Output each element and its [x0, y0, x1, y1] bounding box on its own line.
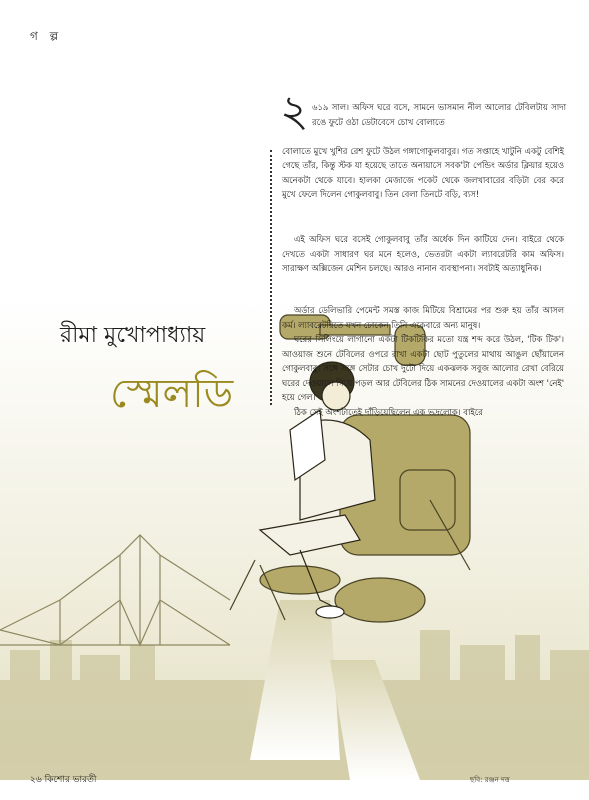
paragraph-5: ঠিক সেই অংশটাতেই দাঁড়িয়েছিলেন এক ভদ্রলোক। বাইরে	[294, 407, 483, 417]
paragraph-1: ৬১৯ সাল। অফিস ঘরে বসে, সামনে ভাসমান নীল আলোর টেবিলটায় সাদা রঙে ফুটে ওঠা ডেটাবেসে চোখ বোলাতে	[312, 102, 566, 127]
drop-cap: ২	[280, 86, 309, 137]
author-name: রীমা মুখোপাধ্যায়	[60, 323, 206, 348]
story-body	[270, 86, 570, 417]
paragraph-1-continued: বোলাতে মুখে খুশির রেশ ফুটে উঠল গঙ্গাগোকুলবাবুর। গত সপ্তাহে খাটুনি একটু বেশিই গেছে তাঁর, কিন্তু স্টক যা হয়েছে তাতে অনায়াসে সবক'টা পেন্ডিং অর্ডার ক্লিয়ার হয়েও অনেকটা থেকে যাবে। হালকা মেজাজে পকেট থেকে জলখাবারের বড়িটা বের করে মুখে ফেলে দিলেন গোকুলবাবু। তিন বেলা তিনটে বড়ি, ব্যস!	[282, 145, 564, 199]
story-title: স্মেলডি	[110, 371, 234, 417]
paragraph-4: ঘরের সিলিংয়ে লাগানো একটা টিকটিকির মতো যন্ত্র শব্দ করে উঠল, 'টিক টিক'। আওয়াজ শুনে টেবিলের ওপরে রাখা একটা ছোট পুতুলের মাথায় আঙুল ছোঁয়ালেন গোকুলবাবু। সঙ্গে সঙ্গে সেটার চোখ দুটো দিয়ে একঝলক সবুজ আলোর রেখা বেরিয়ে ঘরের দেওয়ালে গিয়ে পড়ল আর টেবিলের ঠিক সামনের দেওয়ালের একটা অংশ 'নেই' হয়ে গেল।	[282, 334, 564, 402]
paragraph-2: এই অফিস ঘরে বসেই গোকুলবাবু তাঁর অর্ধেক দিন কাটিয়ে দেন। বাইরে থেকে দেখতে একটা সাধারণ ঘর মনে হলেও, ভেতরটা একটা ল্যাবরেটরি কাম অফিস। সারাক্ষণ অক্সিজেন মেশিন চলছে। আরও নানান ব্যবস্থাপনা। সবটাই অত্যাধুনিক।	[282, 234, 564, 273]
section-label: গ ল্প	[30, 29, 63, 43]
page-footer-left: ২৬ কিশোর ভারতী	[30, 775, 97, 785]
margin-dotted-line	[270, 150, 274, 405]
paragraph-3: অর্ডার ডেলিভারি পেমেন্ট সমস্ত কাজ মিটিয়ে বিশ্রামের পর শুরু হয় তাঁর আসল কর্ম। ল্যাবরেটরিতে যখন ঢোকেন তিনি একেবারে অন্য মানুষ।	[282, 305, 564, 330]
illustrator-credit: ছবি: রঞ্জন দত্ত	[470, 776, 510, 784]
